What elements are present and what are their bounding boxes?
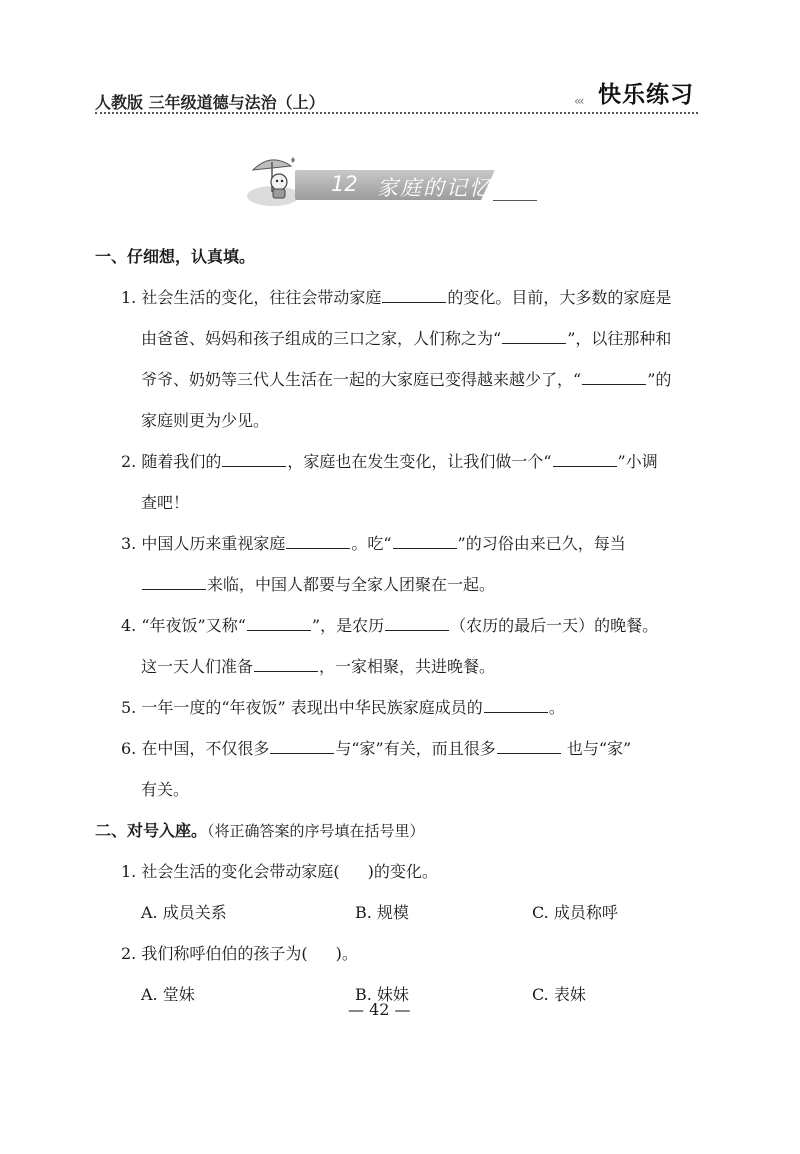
section-2-title: 二、对号入座。（将正确答案的序号填在括号里） xyxy=(95,821,425,840)
question-line: 6. 在中国，不仅很多 与“家”有关，而且很多 也与“家” xyxy=(121,739,632,758)
answer-blank[interactable] xyxy=(502,329,566,344)
question-line: 由爸爸、妈妈和孩子组成的三口之家，人们称之为“ ”，以往那种和 xyxy=(141,329,672,348)
question-line: 来临，中国人都要与全家人团聚在一起。 xyxy=(141,572,495,595)
option-b[interactable]: B. 妹妹 xyxy=(355,985,409,1004)
page-number: — 42 — xyxy=(348,1000,411,1019)
answer-blank[interactable] xyxy=(382,288,446,303)
question-line: 2. 随着我们的 ，家庭也在发生变化，让我们做一个“ ”小调 xyxy=(121,452,658,471)
answer-blank[interactable] xyxy=(254,657,318,672)
mascot-umbrella-icon xyxy=(243,152,303,208)
answer-blank[interactable] xyxy=(142,575,206,590)
answer-blank[interactable] xyxy=(222,452,286,467)
option-c[interactable]: C. 表妹 xyxy=(532,985,586,1004)
answer-blank[interactable] xyxy=(247,616,311,631)
choice-question-2: 2. 我们称呼伯伯的孩子为( )。 xyxy=(121,944,358,963)
answer-blank[interactable] xyxy=(393,534,457,549)
chevron-left-icon: ‹‹‹ xyxy=(574,94,583,108)
option-a[interactable]: A. 堂妹 xyxy=(141,985,195,1004)
answer-blank[interactable] xyxy=(484,698,548,713)
page-header xyxy=(95,72,698,116)
answer-blank[interactable] xyxy=(582,370,646,385)
question-line: 家庭则更为少见。 xyxy=(141,411,270,430)
question-line: 1. 社会生活的变化，往往会带动家庭 的变化。目前，大多数的家庭是 xyxy=(121,288,672,307)
option-c[interactable]: C. 成员称呼 xyxy=(532,903,618,922)
answer-blank[interactable] xyxy=(385,616,449,631)
answer-blank[interactable] xyxy=(286,534,350,549)
answer-blank[interactable] xyxy=(497,739,561,754)
chapter-number: 12 xyxy=(331,172,358,196)
option-a[interactable]: A. 成员关系 xyxy=(141,903,227,922)
chapter-banner xyxy=(243,152,563,210)
option-b[interactable]: B. 规模 xyxy=(355,903,409,922)
question-line: 3. 中国人历来重视家庭 。吃“ ”的习俗由来已久，每当 xyxy=(121,534,626,553)
question-line: 4. “年夜饭”又称“ ”，是农历 （农历的最后一天）的晚餐。 xyxy=(121,616,659,635)
question-line: 爷爷、奶奶等三代人生活在一起的大家庭已变得越来越少了，“ ”的 xyxy=(141,370,672,389)
series-name: 快乐练习 xyxy=(598,82,694,108)
question-line: 查吧！ xyxy=(141,493,190,512)
section-1-title: 一、仔细想，认真填。 xyxy=(95,247,256,266)
answer-blank[interactable] xyxy=(553,452,617,467)
section-2-note: （将正确答案的序号填在括号里） xyxy=(207,822,425,840)
question-line: 5. 一年一度的“年夜饭” 表现出中华民族家庭成员的 。 xyxy=(121,698,565,717)
choice-question-1: 1. 社会生活的变化会带动家庭( )的变化。 xyxy=(121,862,438,881)
chapter-title: 家庭的记忆 xyxy=(377,176,492,200)
chapter-underline xyxy=(493,200,537,201)
question-line: 有关。 xyxy=(141,780,190,799)
answer-blank[interactable] xyxy=(270,739,334,754)
book-title: 人教版 三年级道德与法治（上） xyxy=(95,93,325,112)
header-divider xyxy=(95,112,698,114)
question-line: 这一天人们准备 ，一家相聚，共进晚餐。 xyxy=(141,657,496,676)
